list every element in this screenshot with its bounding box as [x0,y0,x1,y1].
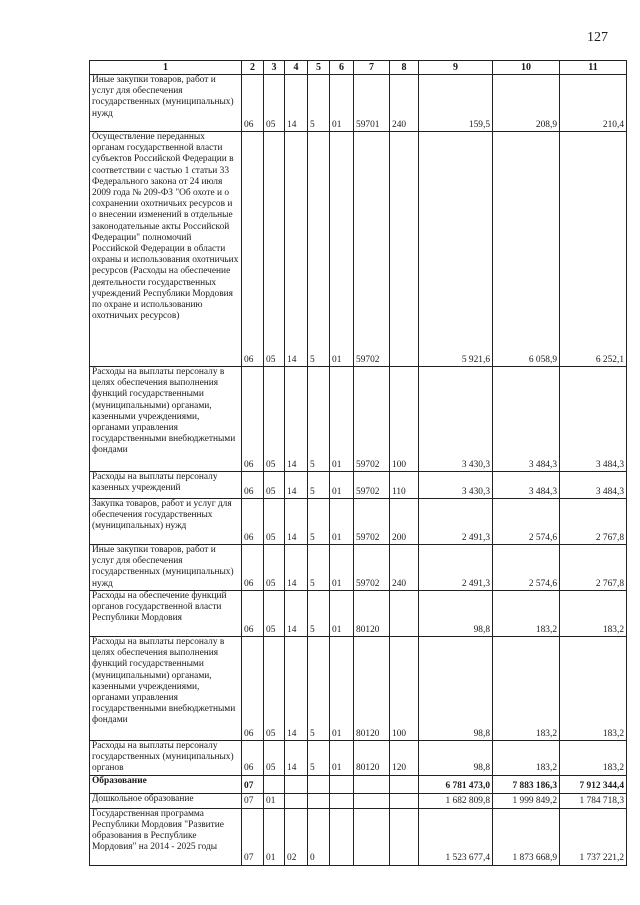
expense-type-cell [390,132,419,367]
program-code-cell: 14 [285,545,308,591]
direction-code-cell: 59702 [354,367,390,472]
direction-code-cell [354,793,390,808]
section-code-cell: 06 [242,637,264,741]
expense-type-cell [390,775,419,793]
program-code-cell: 14 [285,637,308,741]
column-header: 1 [90,61,242,75]
section-code-cell: 06 [242,367,264,472]
direction-code-cell [354,775,390,793]
subprogram-code-cell: 5 [308,741,330,776]
row-name-cell: Государственная программа Республики Мордовия "Развитие образования в Республике Мордовия" на 2014 - 2025 годы [90,808,242,865]
column-header: 9 [419,61,493,75]
section-code-cell: 07 [242,808,264,865]
table-body [90,75,627,866]
table-row [90,132,627,367]
section-code-cell: 06 [242,545,264,591]
table-row [90,75,627,132]
expense-type-cell [390,808,419,865]
amount-year3-cell: 2 767,8 [560,545,627,591]
amount-year3-cell: 210,4 [560,75,627,132]
event-code-cell: 01 [330,741,354,776]
row-name-cell: Расходы на обеспечение функций органов государственной власти Республики Мордовия [90,591,242,637]
program-code-cell [285,775,308,793]
event-code-cell: 01 [330,545,354,591]
event-code-cell: 01 [330,367,354,472]
event-code-cell [330,775,354,793]
amount-year3-cell: 7 912 344,4 [560,775,627,793]
row-name-cell: Иные закупки товаров, работ и услуг для обеспечения государственных (муниципальных) нужд [90,545,242,591]
event-code-cell [330,808,354,865]
column-header: 4 [285,61,308,75]
section-code-cell: 06 [242,499,264,545]
amount-year3-cell: 6 252,1 [560,132,627,367]
budget-table [89,60,627,866]
row-name-cell: Осуществление переданных органам государственной власти субъектов Российской Федерации в соответствии с частью 1 статьи 33 Федерального закона от 24 июля 2009 года № 209-ФЗ "Об охоте и о сохранении охотничьих ресурсов и о внесении изменений в отдельные законодательные акты Российской Федерации" полномочий Российской Федерации в области охраны и использования охотничьих ресурсов (Расходы на обеспечение деятельности государственных учреждений Республики Мордовия по охране и использованию охотничьих ресурсов) [90,132,242,367]
program-code-cell: 14 [285,499,308,545]
row-name-cell: Дошкольное образование [90,793,242,808]
table-row [90,775,627,793]
table-row [90,545,627,591]
amount-year1-cell: 6 781 473,0 [419,775,493,793]
program-code-cell: 14 [285,75,308,132]
subprogram-code-cell: 0 [308,808,330,865]
event-code-cell: 01 [330,132,354,367]
event-code-cell: 01 [330,499,354,545]
amount-year1-cell: 98,8 [419,637,493,741]
amount-year3-cell: 3 484,3 [560,472,627,499]
column-header: 11 [560,61,627,75]
direction-code-cell: 80120 [354,637,390,741]
column-header: 2 [242,61,264,75]
subsection-code-cell: 05 [264,132,285,367]
amount-year2-cell: 3 484,3 [493,367,560,472]
table-row [90,472,627,499]
column-header: 3 [264,61,285,75]
program-code-cell: 14 [285,741,308,776]
amount-year2-cell: 1 999 849,2 [493,793,560,808]
amount-year2-cell: 208,9 [493,75,560,132]
section-code-cell: 06 [242,591,264,637]
program-code-cell: 14 [285,591,308,637]
amount-year2-cell: 7 883 186,3 [493,775,560,793]
amount-year3-cell: 1 784 718,3 [560,793,627,808]
row-name-cell: Расходы на выплаты персоналу казенных учреждений [90,472,242,499]
amount-year1-cell: 3 430,3 [419,472,493,499]
subprogram-code-cell: 5 [308,591,330,637]
amount-year2-cell: 1 873 668,9 [493,808,560,865]
direction-code-cell: 59702 [354,132,390,367]
event-code-cell: 01 [330,472,354,499]
subsection-code-cell: 05 [264,75,285,132]
column-header: 8 [390,61,419,75]
direction-code-cell: 80120 [354,591,390,637]
subsection-code-cell: 05 [264,499,285,545]
subsection-code-cell: 05 [264,591,285,637]
amount-year3-cell: 1 737 221,2 [560,808,627,865]
amount-year2-cell: 183,2 [493,637,560,741]
amount-year3-cell: 183,2 [560,637,627,741]
expense-type-cell: 240 [390,545,419,591]
expense-type-cell: 200 [390,499,419,545]
table-row [90,793,627,808]
subsection-code-cell: 05 [264,741,285,776]
page-number: 127 [587,30,608,45]
event-code-cell: 01 [330,75,354,132]
subprogram-code-cell: 5 [308,75,330,132]
amount-year2-cell: 183,2 [493,591,560,637]
subprogram-code-cell: 5 [308,499,330,545]
column-header: 10 [493,61,560,75]
amount-year1-cell: 98,8 [419,591,493,637]
table-row [90,637,627,741]
subsection-code-cell [264,775,285,793]
event-code-cell [330,793,354,808]
section-code-cell: 06 [242,132,264,367]
column-header: 7 [354,61,390,75]
table-row [90,499,627,545]
amount-year1-cell: 1 523 677,4 [419,808,493,865]
amount-year2-cell: 6 058,9 [493,132,560,367]
expense-type-cell: 240 [390,75,419,132]
table-row [90,367,627,472]
column-header: 5 [308,61,330,75]
row-name-cell: Иные закупки товаров, работ и услуг для обеспечения государственных (муниципальных) нужд [90,75,242,132]
subprogram-code-cell: 5 [308,132,330,367]
section-code-cell: 06 [242,741,264,776]
direction-code-cell: 59702 [354,499,390,545]
subsection-code-cell: 01 [264,808,285,865]
amount-year1-cell: 5 921,6 [419,132,493,367]
section-code-cell: 07 [242,793,264,808]
event-code-cell: 01 [330,637,354,741]
expense-type-cell: 100 [390,367,419,472]
expense-type-cell [390,793,419,808]
subsection-code-cell: 05 [264,367,285,472]
amount-year2-cell: 3 484,3 [493,472,560,499]
amount-year1-cell: 98,8 [419,741,493,776]
amount-year3-cell: 183,2 [560,591,627,637]
subprogram-code-cell [308,793,330,808]
program-code-cell: 02 [285,808,308,865]
amount-year2-cell: 2 574,6 [493,545,560,591]
table-row [90,741,627,776]
subprogram-code-cell: 5 [308,472,330,499]
subsection-code-cell: 01 [264,793,285,808]
amount-year3-cell: 183,2 [560,741,627,776]
amount-year1-cell: 1 682 809,8 [419,793,493,808]
row-name-cell: Расходы на выплаты персоналу в целях обеспечения выполнения функций государственными (муниципальными) органами, казенными учреждениями, органами управления государственными внебюджетными фондами [90,367,242,472]
section-code-cell: 06 [242,472,264,499]
direction-code-cell: 59702 [354,545,390,591]
expense-type-cell: 120 [390,741,419,776]
column-header: 6 [330,61,354,75]
expense-type-cell [390,591,419,637]
amount-year2-cell: 2 574,6 [493,499,560,545]
subprogram-code-cell: 5 [308,367,330,472]
amount-year2-cell: 183,2 [493,741,560,776]
amount-year1-cell: 3 430,3 [419,367,493,472]
program-code-cell: 14 [285,367,308,472]
table-row [90,808,627,865]
table-row [90,591,627,637]
program-code-cell [285,793,308,808]
amount-year1-cell: 2 491,3 [419,545,493,591]
direction-code-cell [354,808,390,865]
subprogram-code-cell [308,775,330,793]
program-code-cell: 14 [285,472,308,499]
subsection-code-cell: 05 [264,472,285,499]
subprogram-code-cell: 5 [308,637,330,741]
amount-year3-cell: 2 767,8 [560,499,627,545]
subsection-code-cell: 05 [264,545,285,591]
amount-year1-cell: 159,5 [419,75,493,132]
row-name-cell: Закупка товаров, работ и услуг для обеспечения государственных (муниципальных) нужд [90,499,242,545]
direction-code-cell: 59701 [354,75,390,132]
event-code-cell: 01 [330,591,354,637]
subsection-code-cell: 05 [264,637,285,741]
table-header-row [90,61,627,75]
section-code-cell: 07 [242,775,264,793]
amount-year1-cell: 2 491,3 [419,499,493,545]
row-name-cell: Образование [90,775,242,793]
amount-year3-cell: 3 484,3 [560,367,627,472]
subprogram-code-cell: 5 [308,545,330,591]
row-name-cell: Расходы на выплаты персоналу в целях обеспечения выполнения функций государственными (муниципальными) органами, казенными учреждениями, органами управления государственными внебюджетными фондами [90,637,242,741]
section-code-cell: 06 [242,75,264,132]
expense-type-cell: 100 [390,637,419,741]
program-code-cell: 14 [285,132,308,367]
row-name-cell: Расходы на выплаты персоналу государственных (муниципальных) органов [90,741,242,776]
direction-code-cell: 80120 [354,741,390,776]
expense-type-cell: 110 [390,472,419,499]
direction-code-cell: 59702 [354,472,390,499]
